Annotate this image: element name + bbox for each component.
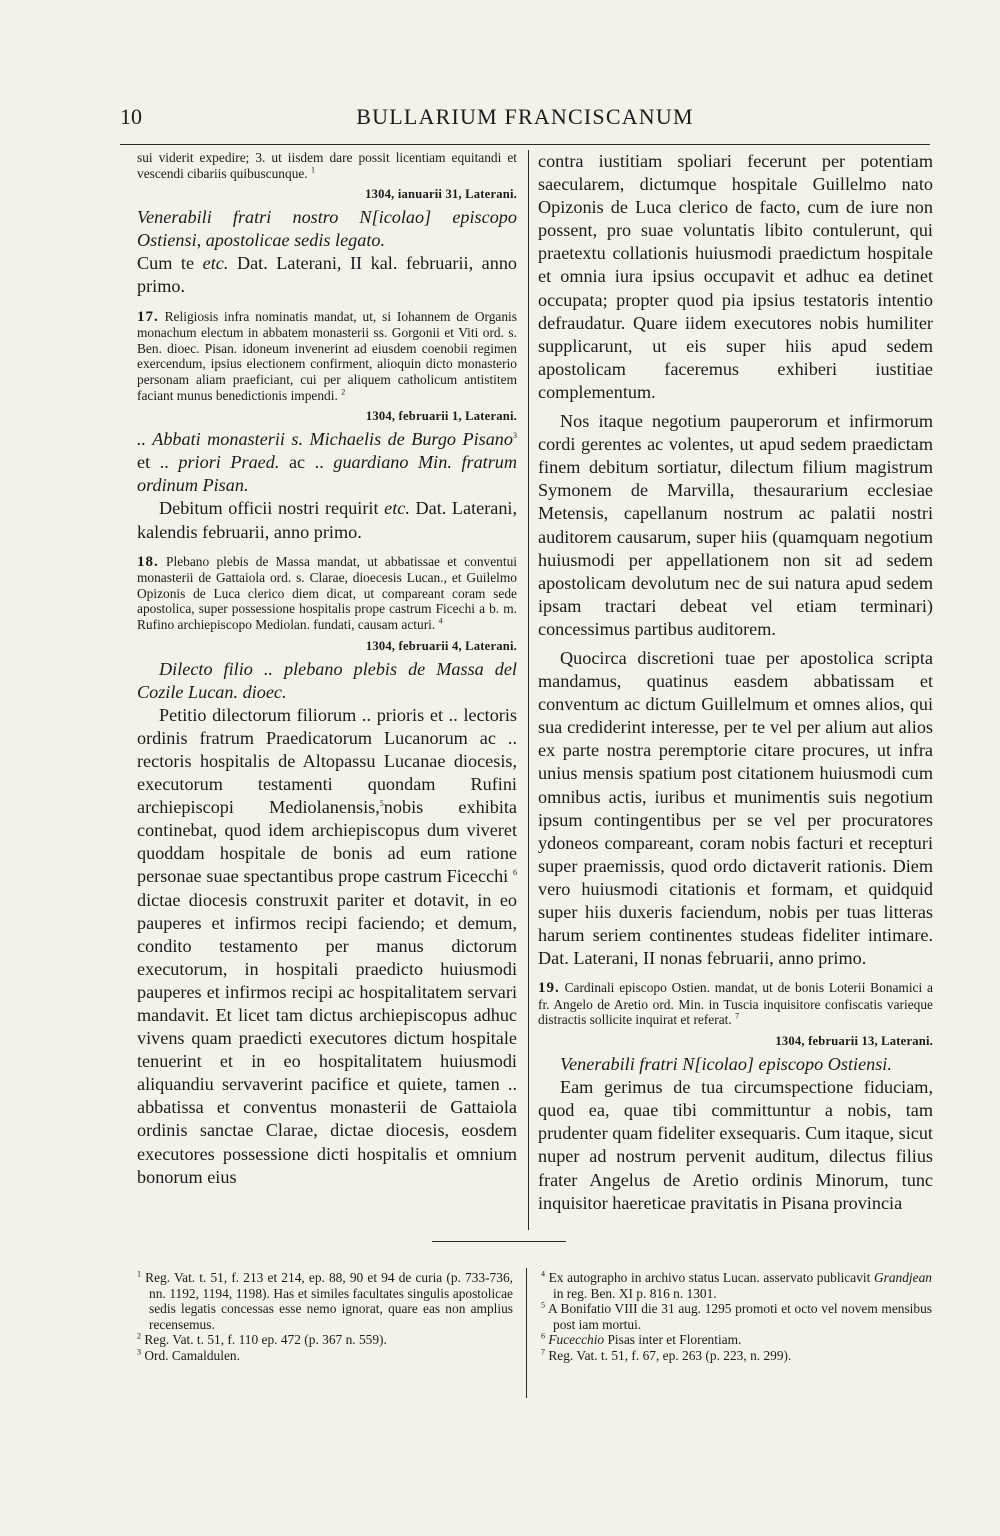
- text-18-part-1: Petitio dilectorum filiorum .. prioris et .. lectoris ordinis fratrum Praedicatorum Lucanorum ac .. rectoris hospitalis de Altopassu Lucanae diocesis, executorum testamenti quondam Rufini archiepiscopi Mediolanensis,$^5$nobis exhibita continebat, quod idem archiepiscopus dum viveret quoddam hospitale de bonis ad eum ratione personae suae spectantibus prope castrum Ficecchi $^6$ dictae diocesis construxit pariter et dotavit, in eo pauperes et infirmos recipi faciendo; et demum, condito testamento per manus dictorum executorum, in hospitali praedicto huiusmodi pauperes et infirmos recipi ac hospitalitatem servari mandavit. Et licet tam dictus archiepiscopus adhuc vivens quam praedicti executores dictum hospitale tenuerint et in eo hospitalitatem huiusmodi aliquandiu servaverint pacifice et quiete, tamen .. abbatissa et conventus monasterii de Gattaiola ordinis sanctae Clarae, dictae diocesis, eosdem executores possessione dicti hospitalis et omnium bonorum eius: [137, 704, 517, 1187]
- right-column: [538, 150, 933, 1215]
- summary-19: 19. Cardinali episcopo Ostien. mandat, ut de bonis Loterii Bonamici a fr. Angelo de Aretio ord. Min. in Tuscia inquisitore confiscatis varieque distractis sollicite inquirat et referat. $^7$: [538, 980, 933, 1028]
- text-18-part-4: Quocirca discretioni tuae per apostolica scripta mandamus, quatinus easdem abbatissam et conventum ac dictum Guillelmum et omnes alios, qui sua crediderint interesse, per te vel per alium aut alios ex parte nostra peremptorie citare procures, ut infra unius mensis spatium post citationem huiusmodi cum omnibus actis, iuribus et munimentis suis negotium ipsum contingentibus per se vel per procuratores ydoneos compareant, coram nobis facturi et recepturi super praemissis, quod ordo dictaverit rationis. Diem vero huiusmodi citationis et formam, et quidquid super hiis duxeris faciendum, nobis per tuas litteras harum seriem continentes studeas fideliter intimare. Dat. Laterani, II nonas februarii, anno primo.: [538, 647, 933, 969]
- page-header: [120, 104, 930, 136]
- date-line-19: 1304, februarii 13, Laterani.: [775, 1034, 933, 1049]
- header-rule: [120, 144, 930, 145]
- entry-number-18: 18.: [137, 553, 159, 570]
- column-divider: [528, 150, 529, 1230]
- footnote-6: $^6$ Fucecchio Pisas inter et Florentiam.: [541, 1331, 742, 1348]
- address-17: .. Abbati monasterii s. Michaelis de Burgo Pisano$^3$ et .. priori Praed. ac .. guardiano Min. fratrum ordinum Pisan.: [137, 429, 518, 496]
- text-18-part-3: Nos itaque negotium pauperorum et infirmorum cordi gerentes ac volentes, ut apud sedem praedictam finem debitum sortiatur, dilectum filium magistrum Symonem de Marvilla, thesaurarium ecclesiae Metensis, capellanum nostrum ac palatii nostri auditorem causarum, super hiis (quamquam negotium huiusmodi per appellationem non sit ad sedem apostolicam devolutum nec de sui natura apud sedem ipsam tractari debeat vel etiam terminari) concessimus partibus auditorem.: [538, 411, 933, 639]
- footnote-5: $^5$ A Bonifatio VIII die 31 aug. 1295 promoti et octo vel novem mensibus post iam mortui.: [541, 1300, 933, 1332]
- text-16: Cum te etc. Dat. Laterani, II kal. februarii, anno primo.: [137, 253, 518, 297]
- footnote-4: $^4$ Ex autographo in archivo status Lucan. asservato publicavit Grandjean in reg. Ben. XI p. 816 n. 1301.: [541, 1269, 932, 1301]
- summary-17: 17. Religiosis infra nominatis mandat, ut, si Iohannem de Organis monachum electum in abbatem monasterii ss. Gorgonii et Viti ord. s. Ben. dioec. Pisan. idoneum invenerint ad eiusdem coenobii regimen exercendum, ipsius electionem confirment, alioquin dicto monasterio personam aliam praeficiant, cui per aliquem catholicum antistitem faciant munus benedictionis impendi. $^2$: [137, 308, 517, 403]
- footnotes-left: [137, 1270, 513, 1364]
- entry-number-17: 17.: [137, 308, 159, 325]
- footnote-2: $^2$ Reg. Vat. t. 51, f. 110 ep. 472 (p. 367 n. 559).: [137, 1331, 387, 1348]
- entry-number-19: 19.: [538, 980, 560, 997]
- date-line-17: 1304, februarii 1, Laterani.: [365, 409, 517, 424]
- footnote-divider: [526, 1268, 527, 1398]
- address-18: Dilecto filio .. plebano plebis de Massa del Cozile Lucan. dioec.: [137, 658, 517, 702]
- footnote-7: $^7$ Reg. Vat. t. 51, f. 67, ep. 263 (p. 223, n. 299).: [541, 1347, 792, 1363]
- text-19: Eam gerimus de tua circumspectione fiduciam, quod ea, quae tibi committuntur a nobis, tam prudenter quam fideliter exsequaris. Cum itaque, sicut nuper ad nostrum pervenit auditum, dilectus filius frater Angelus de Aretio ordinis Minorum, tunc inquisitor haereticae pravitatis in Pisana provincia: [538, 1077, 933, 1213]
- address-16: Venerabili fratri nostro N[icolao] episcopo Ostiensi, apostolicae sedis legato.: [137, 207, 517, 251]
- left-column: [137, 150, 517, 1189]
- text-18-part-2: contra iustitiam spoliari fecerunt per potentiam saecularem, dictumque hospitale Guillelmo nato Opizonis de Luca clerico de facto, cum de iure non possent, pro suae voluntatis libito contulerunt, qui praetextu collationis huiusmodi praedictum hospitale et omnia iura ipsius occupavit et adhuc ea detinet occupata; propter quod pia ipsius testatoris intentio defraudatur. Quare iidem executores nobis humiliter supplicarunt, ut eis super hiis apud sedem apostolicam faceremus exhiberi iustitiae complementum.: [538, 151, 933, 402]
- text-17: Debitum officii nostri requirit etc. Dat. Laterani, kalendis februarii, anno primo.: [137, 498, 518, 542]
- footnote-3: $^3$ Ord. Camaldulen.: [137, 1347, 240, 1363]
- date-line-18: 1304, februarii 4, Laterani.: [365, 638, 517, 653]
- footnote-1: $^1$ Reg. Vat. t. 51, f. 213 et 214, ep. 88, 90 et 94 de curia (p. 733-736, nn. 1192, 1194, 1198). Has et similes facultates singulis apostolicae sedis legatis concessas esse nemo ignorat, quare eas non amplius recensemus.: [137, 1269, 513, 1332]
- address-19: Venerabili fratri N[icolao] episcopo Ostiensi.: [560, 1054, 892, 1075]
- date-line-16: 1304, ianuarii 31, Laterani.: [365, 187, 517, 202]
- continued-summary: sui viderit expedire; 3. ut iisdem dare possit licentiam equitandi et vescendi cibariis quibuscunque. $^1$: [137, 150, 517, 181]
- footnote-rule: [432, 1241, 566, 1242]
- footnotes-right: [541, 1270, 932, 1364]
- page-number: 10: [120, 104, 142, 129]
- running-title: BULLARIUM FRANCISCANUM: [356, 104, 694, 129]
- summary-18: 18. Plebano plebis de Massa mandat, ut abbatissae et conventui monasterii de Gattaiola ord. s. Clarae, dioecesis Lucan., et Guilelmo Opizonis de Luca clerico diem dicat, ut compareant coram sede apostolica, super possessione hospitalis prope castrum Ficechi a b. m. Rufino archiepiscopo Mediolan. fundati, causam acturi. $^4$: [137, 553, 517, 632]
